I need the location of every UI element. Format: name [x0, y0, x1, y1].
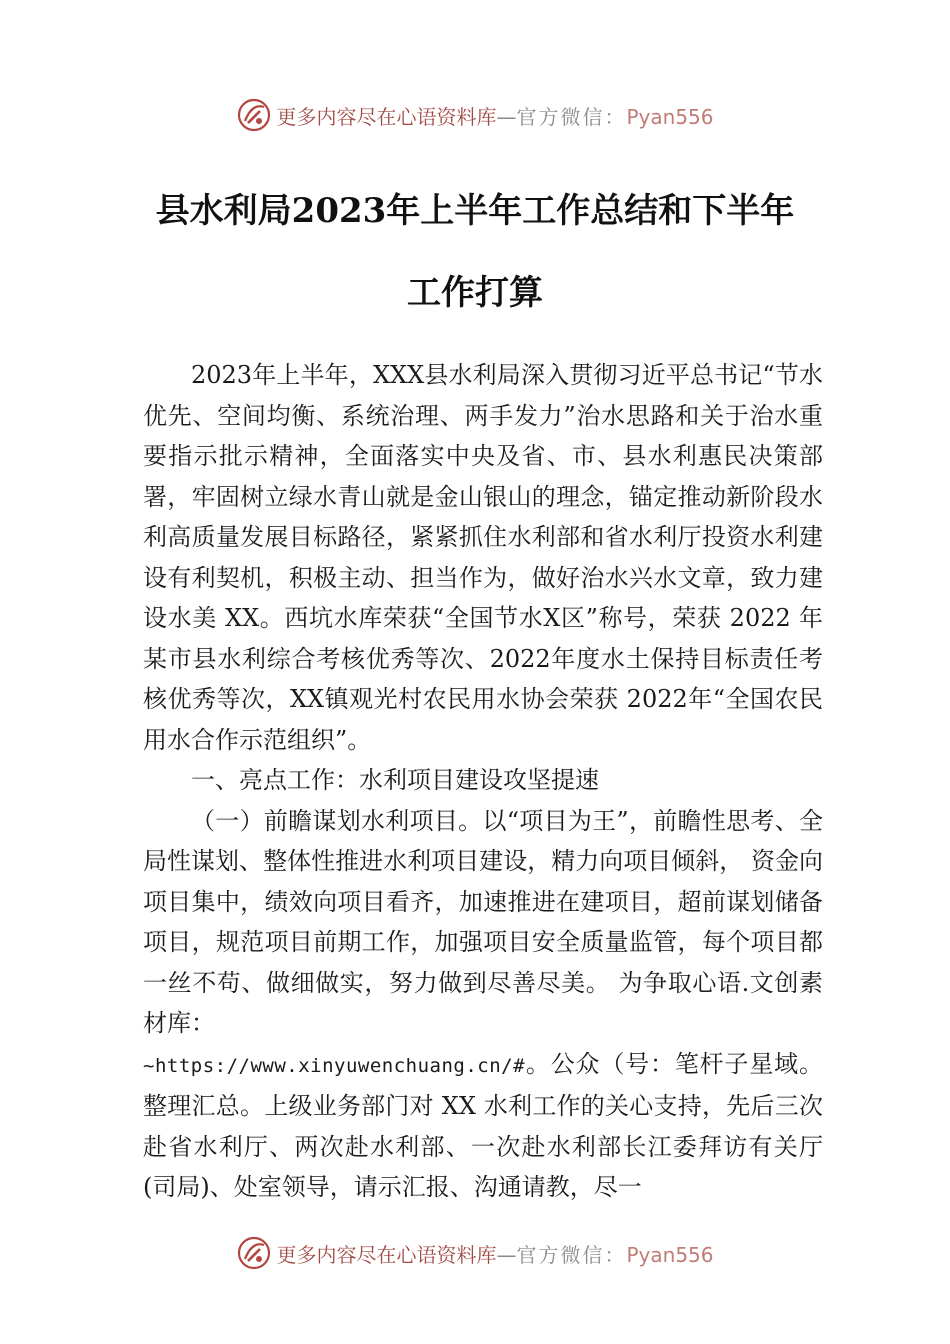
- title-line-2: 工作打算: [407, 273, 543, 313]
- watermark-text-top: 更多内容尽在心语资料库—官方微信：Pyan556: [276, 104, 714, 129]
- watermark-banner-top: [0, 95, 950, 135]
- paragraph-2-text: 。公众（号：笔杆子星域。整理汇总。上级业务部门对 XX 水利工作的关心支持，先后三次赴省水利厅、两次赴水利部、一次赴水利部长江委拜访有关厅(司局)、处室领导，请示汇报、沟通请教，尽一: [143, 1049, 823, 1201]
- watermark-text-bottom: 更多内容尽在心语资料库—官方微信：Pyan556: [276, 1242, 714, 1267]
- source-url-link[interactable]: ~https://www.xinyuwenchuang.cn/#: [143, 1054, 526, 1077]
- section-heading-1: 一、亮点工作：水利项目建设攻坚提速: [191, 766, 599, 794]
- title-line-1: 县水利局2023年上半年工作总结和下半年: [155, 191, 795, 231]
- brand-logo-icon: [236, 97, 272, 133]
- intro-paragraph: 2023年上半年，XXX县水利局深入贯彻习近平总书记“节水优先、空间均衡、系统治理、两手发力”治水思路和关于治水重要指示批示精神，全面落实中央及省、市、县水利惠民决策部署，牢固树立绿水青山就是金山银山的理念，锚定推动新阶段水利高质量发展目标路径，紧紧抓住水利部和省水利厅投资水利建设有利契机，积极主动、担当作为，做好治水兴水文章，致力建设水美 XX。西坑水库荣获“全国节水X区”称号，荣获 2022 年某市县水利综合考核优秀等次、2022年度水土保持目标责任考核优秀等次，XX镇观光村农民用水协会荣获 2022年“全国农民用水合作示范组织”。: [143, 361, 823, 754]
- document-body: [143, 355, 823, 1208]
- document-title: [100, 170, 850, 334]
- brand-logo-icon: [236, 1235, 272, 1271]
- paragraph-2: [143, 1044, 823, 1208]
- paragraph-1: （一）前瞻谋划水利项目。以“项目为王”，前瞻性思考、全局性谋划、整体性推进水利项目建设，精力向项目倾斜， 资金向项目集中，绩效向项目看齐，加速推进在建项目，超前谋划储备项目，规范项目前期工作，加强项目安全质量监管，每个项目都一丝不苟、做细做实，努力做到尽善尽美。 为争取心语.文创素材库：: [143, 806, 823, 1037]
- watermark-banner-bottom: [0, 1233, 950, 1273]
